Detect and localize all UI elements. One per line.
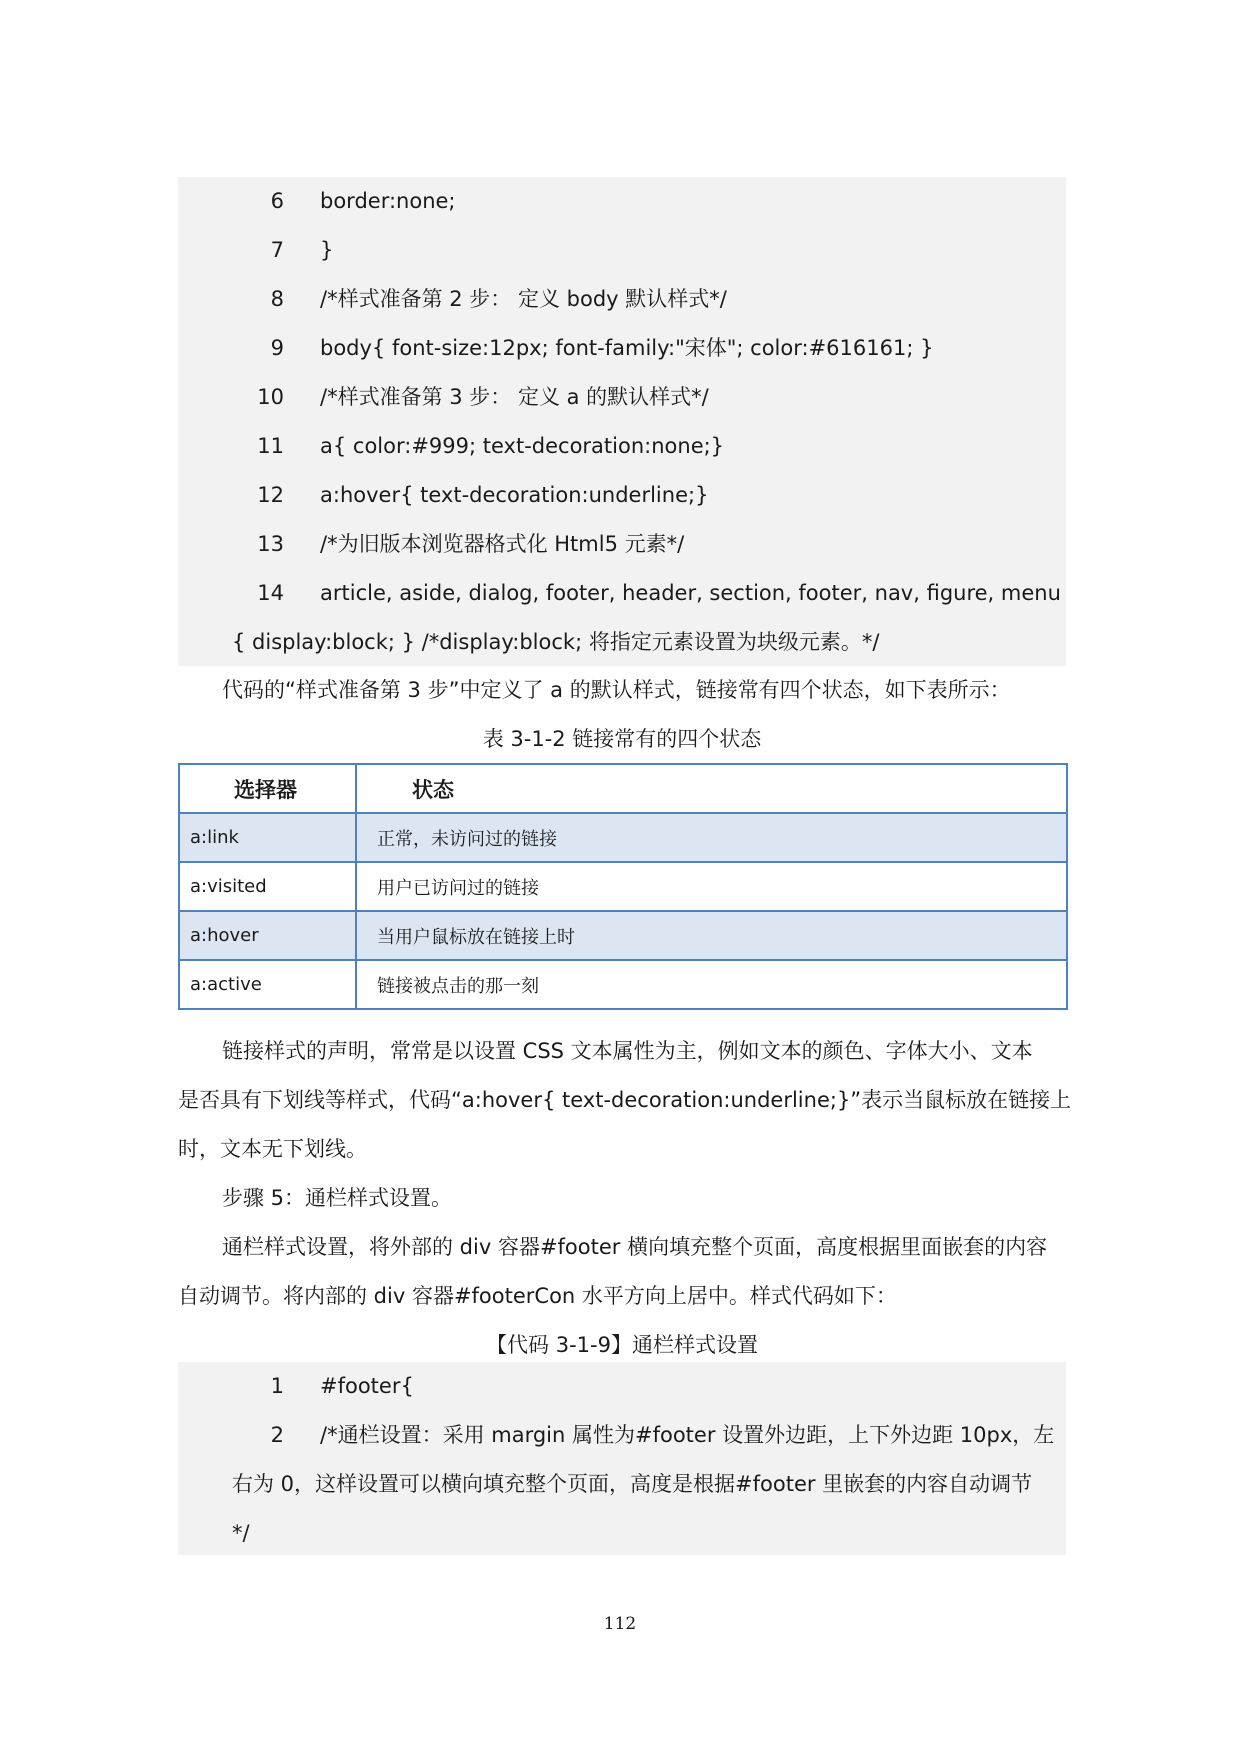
paragraph-line: 时，文本无下划线。 bbox=[178, 1137, 367, 1161]
code-line bbox=[178, 471, 1066, 520]
code-line bbox=[178, 226, 1066, 275]
line-number: 12 bbox=[257, 483, 284, 507]
code-text: } bbox=[320, 238, 334, 262]
state-cell: 当用户鼠标放在链接上时 bbox=[356, 911, 1067, 960]
line-number: 8 bbox=[270, 287, 284, 311]
line-number: 2 bbox=[270, 1423, 284, 1447]
header-state: 状态 bbox=[356, 764, 1067, 813]
code-line bbox=[178, 373, 1066, 422]
code-text: /*通栏设置：采用 margin 属性为#footer 设置外边距，上下外边距 10px，左 bbox=[320, 1423, 1055, 1447]
line-number: 1 bbox=[270, 1374, 284, 1398]
line-number: 13 bbox=[257, 532, 284, 556]
state-cell: 链接被点击的那一刻 bbox=[356, 960, 1067, 1009]
table-caption: 表 3-1-2 链接常有的四个状态 bbox=[482, 727, 762, 751]
header-selector: 选择器 bbox=[179, 764, 356, 813]
step-heading: 步骤 5：通栏样式设置。 bbox=[222, 1186, 453, 1210]
code-line bbox=[178, 520, 1066, 569]
paragraph: 代码的“样式准备第 3 步”中定义了 a 的默认样式，链接常有四个状态，如下表所示： bbox=[222, 678, 1011, 702]
selector-cell: a:active bbox=[179, 960, 356, 1009]
code-text: /*样式准备第 2 步： 定义 body 默认样式*/ bbox=[320, 287, 727, 311]
code-text: /*样式准备第 3 步： 定义 a 的默认样式*/ bbox=[320, 385, 709, 409]
code-caption: 【代码 3-1-9】通栏样式设置 bbox=[486, 1333, 758, 1357]
code-text: border:none; bbox=[320, 189, 456, 213]
code-text: a{ color:#999; text-decoration:none;} bbox=[320, 434, 725, 458]
code-continuation: */ bbox=[232, 1521, 250, 1545]
state-cell: 正常，未访问过的链接 bbox=[356, 813, 1067, 862]
code-text: /*为旧版本浏览器格式化 Html5 元素*/ bbox=[320, 532, 685, 556]
paragraph-line: 通栏样式设置，将外部的 div 容器#footer 横向填充整个页面，高度根据里面嵌套的内容 bbox=[222, 1235, 1048, 1259]
line-number: 11 bbox=[257, 434, 284, 458]
paragraph-line: 是否具有下划线等样式，代码“a:hover{ text-decoration:underline;}”表示当鼠标放在链接上 bbox=[178, 1088, 1072, 1112]
code-block bbox=[178, 1362, 1066, 1555]
code-text: #footer{ bbox=[320, 1374, 414, 1398]
line-number: 6 bbox=[270, 189, 284, 213]
code-line bbox=[178, 177, 1066, 226]
line-number: 9 bbox=[270, 336, 284, 360]
link-states-table bbox=[178, 763, 1068, 1010]
selector-cell: a:hover bbox=[179, 911, 356, 960]
paragraph-line: 自动调节。将内部的 div 容器#footerCon 水平方向上居中。样式代码如下： bbox=[178, 1284, 897, 1308]
line-number: 7 bbox=[270, 238, 284, 262]
code-block bbox=[178, 177, 1066, 666]
code-line bbox=[178, 1362, 1066, 1411]
code-text: body{ font-size:12px; font-family:"宋体"; color:#616161; } bbox=[320, 336, 934, 360]
table-row bbox=[179, 960, 1067, 1009]
code-line bbox=[178, 422, 1066, 471]
code-continuation: { display:block; } /*display:block; 将指定元素设置为块级元素。*/ bbox=[232, 630, 880, 654]
line-number: 14 bbox=[257, 581, 284, 605]
code-line bbox=[178, 324, 1066, 373]
page-number: 112 bbox=[603, 1614, 637, 1634]
code-continuation: 右为 0，这样设置可以横向填充整个页面，高度是根据#footer 里嵌套的内容自动调节 bbox=[232, 1472, 1033, 1496]
table-row bbox=[179, 862, 1067, 911]
table-row bbox=[179, 813, 1067, 862]
code-line bbox=[178, 569, 1066, 618]
paragraph-line: 链接样式的声明，常常是以设置 CSS 文本属性为主，例如文本的颜色、字体大小、文本 bbox=[222, 1039, 1033, 1063]
table-row bbox=[179, 911, 1067, 960]
state-cell: 用户已访问过的链接 bbox=[356, 862, 1067, 911]
code-line bbox=[178, 275, 1066, 324]
selector-cell: a:link bbox=[179, 813, 356, 862]
code-line bbox=[178, 1411, 1066, 1460]
code-text: a:hover{ text-decoration:underline;} bbox=[320, 483, 709, 507]
line-number: 10 bbox=[257, 385, 284, 409]
table-header-row bbox=[179, 764, 1067, 813]
code-text: article, aside, dialog, footer, header, section, footer, nav, figure, menu bbox=[320, 581, 1061, 605]
selector-cell: a:visited bbox=[179, 862, 356, 911]
